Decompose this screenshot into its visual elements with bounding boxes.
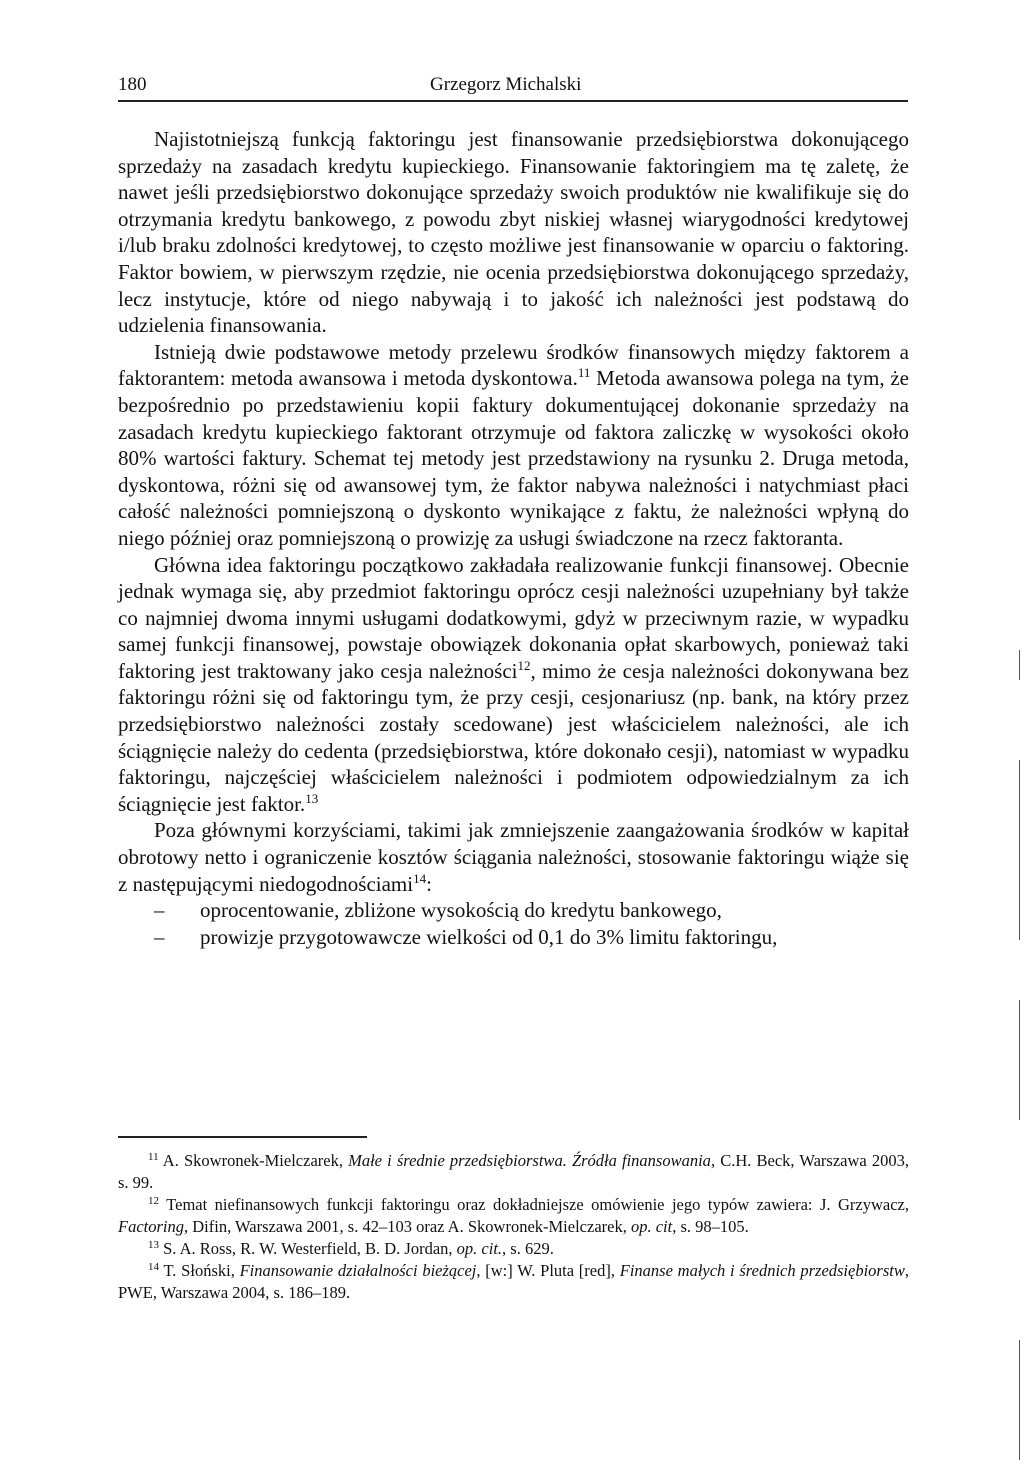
paragraph-3: Główna idea faktoringu początkowo zakładała realizowanie funkcji finansowej. Obecnie jednak wymaga się, aby przedmiot faktoringu oprócz cesji należności uzupełniany był także co najmniej dwoma innymi usługami dodatkowymi, gdyż w przeciwnym razie, w wypadku samej funkcji finansowej, powstaje obowiązek dokonania opłat skarbowych, ponieważ taki faktoring jest traktowany jako cesja należności$^{12}$, mimo że cesja należności dokonywana bez faktoringu różni się od faktoringu tym, że przy cesji, cesjonariusz (np. bank, na który przez przedsiębiorstwo należności zostały scedowane) jest właścicielem należności, ale ich ściągnięcie należy do cedenta (przedsiębiorstwa, które dokonało cesji), natomiast w wypadku faktoringu, najczęściej właścicielem należności i podmiotem odpowiedzialnym za ich ściągnięcie jest faktor.$^{13}$: [118, 552, 910, 816]
scan-edge-mark: [1019, 650, 1020, 680]
drawbacks-list: [118, 897, 909, 950]
scan-edge-mark: [1019, 1000, 1020, 1120]
page-header: [118, 74, 908, 100]
page-number: 180: [118, 74, 147, 95]
paragraph-4: Poza głównymi korzyściami, takimi jak zmniejszenie zaangażowania środków w kapitał obrotowy netto i ograniczenie kosztów ściągania należności, stosowanie faktoringu wiąże się z następującymi niedogodnościami$^{14}$:: [118, 818, 909, 896]
list-item: oprocentowanie, zbliżone wysokością do kredytu bankowego,: [200, 898, 722, 923]
list-item: prowizje przygotowawcze wielkości od 0,1 do 3% limitu faktoringu,: [200, 924, 778, 949]
footnote-ref-12[interactable]: 12: [517, 657, 531, 673]
running-head-author: Grzegorz Michalski: [430, 74, 582, 95]
footnote-ref-13[interactable]: 13: [305, 790, 319, 806]
footnotes: [118, 1150, 909, 1304]
paragraph-2: Istnieją dwie podstawowe metody przelewu środków finansowych między faktorem a faktorantem: metoda awansowa i metoda dyskontowa.$^{11}$ Metoda awansowa polega na tym, że bezpośrednio po przedstawieniu kopii faktury dokumentującej dokonanie sprzedaży na zasadach kredytu kupieckiego faktorant otrzymuje od faktora zaliczkę w wysokości około 80% wartości faktury. Schemat tej metody jest przedstawiony na rysunku 2. Druga metoda, dyskontowa, różni się od awansowej tym, że faktor nabywa należności i natychmiast płaci całość należności pomniejszoną o dyskonto wynikające z faktu, że należności wpłyną do niego później oraz pomniejszoną o prowizję za usługi świadczone na rzecz faktoranta.: [118, 339, 910, 550]
footnote-ref-11[interactable]: 11: [577, 365, 591, 381]
footnote-11: $^{11}$ A. Skowronek-Mielczarek, Małe i średnie przedsiębiorstwa. Źródła finansowania, C.H. Beck, Warszawa 2003, s. 99.: [118, 1151, 909, 1192]
header-rule: [118, 100, 908, 102]
footnote-ref-14[interactable]: 14: [413, 870, 427, 886]
footnote-12: $^{12}$ Temat niefinansowych funkcji faktoringu oraz dokładniejsze omówienie jego typów zawiera: J. Grzywacz, Factoring, Difin, Warszawa 2001, s. 42–103 oraz A. Skowronek-Mielczarek, op. cit, s. 98–105.: [118, 1195, 909, 1236]
scan-edge-mark: [1019, 760, 1020, 940]
main-text: [118, 126, 909, 950]
paragraph-1: Najistotniejszą funkcją faktoringu jest finansowanie przedsiębiorstwa dokonującego sprzedaży na zasadach kredytu kupieckiego. Finansowanie faktoringiem ma tę zaletę, że nawet jeśli przedsiębiorstwo dokonujące sprzedaży swoich produktów nie kwalifikuje się do otrzymania kredytu bankowego, z powodu zbyt niskiej własnej wiarygodności kredytowej i/lub braku zdolności kredytowej, to często możliwe jest finansowanie w oparciu o faktoring. Faktor bowiem, w pierwszym rzędzie, nie ocenia przedsiębiorstwa dokonującego sprzedaży, lecz instytucje, które od niego nabywają i to jakość ich należności jest podstawą do udzielenia finansowania.: [118, 127, 909, 338]
scan-edge-mark: [1019, 1340, 1020, 1460]
footnote-separator: [118, 1136, 367, 1138]
footnote-14: $^{14}$ T. Słoński, Finansowanie działalności bieżącej, [w:] W. Pluta [red], Finanse małych i średnich przedsiębiorstw, PWE, Warszawa 2004, s. 186–189.: [118, 1261, 909, 1302]
footnote-13: $^{13}$ S. A. Ross, R. W. Westerfield, B. D. Jordan, op. cit., s. 629.: [148, 1239, 554, 1258]
